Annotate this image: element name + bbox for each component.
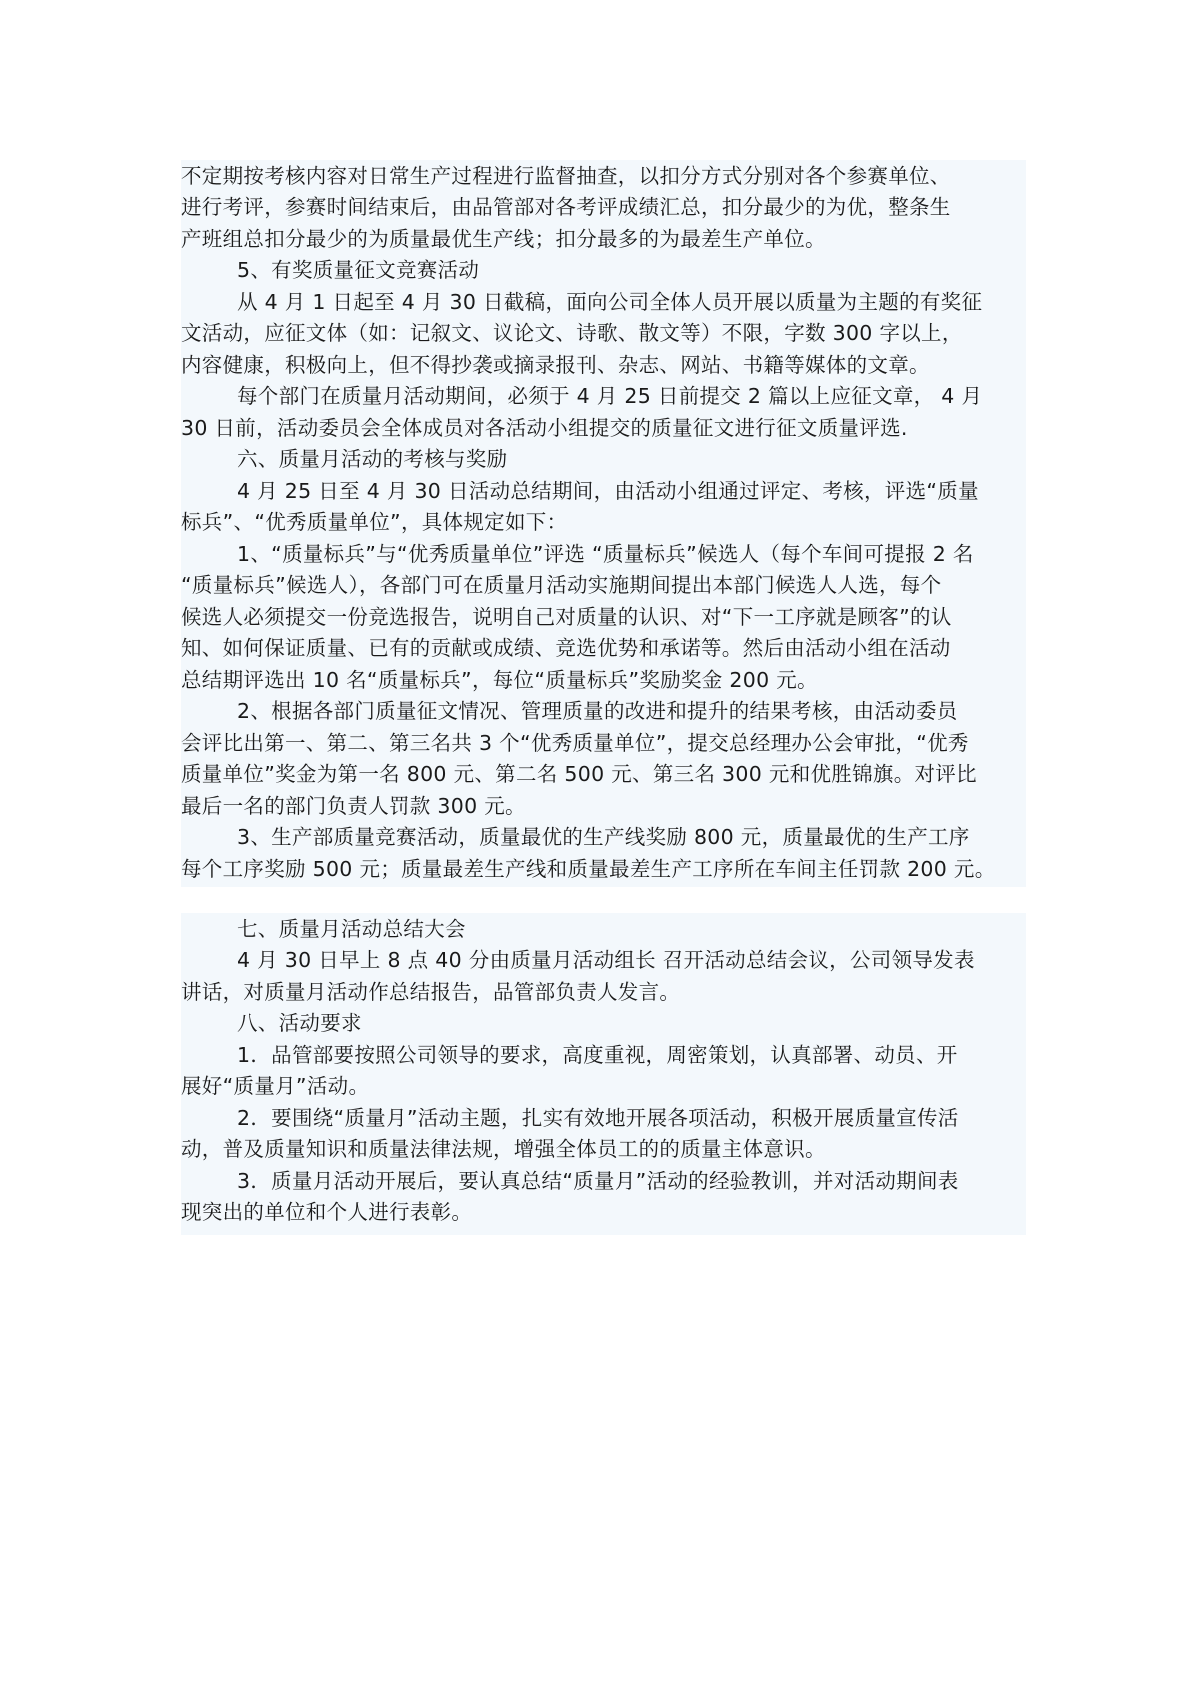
text-line: 展好“质量月”活动。 <box>181 1074 370 1098</box>
text-line: 知、如何保证质量、已有的贡献或成绩、竞选优势和承诺等。然后由活动小组在活动 <box>181 636 951 660</box>
text-line: 候选人必须提交一份竞选报告，说明自己对质量的认识、对“下一工序就是顾客”的认 <box>181 605 952 629</box>
section-heading: 七、质量月活动总结大会 <box>237 917 466 941</box>
text-line: 从 4 月 1 日起至 4 月 30 日截稿，面向公司全体人员开展以质量为主题的有奖征 <box>237 290 983 314</box>
text-line: 3．质量月活动开展后，要认真总结“质量月”活动的经验教训，并对活动期间表 <box>237 1169 959 1193</box>
text-line: 4 月 30 日早上 8 点 40 分由质量月活动组长 召开活动总结会议，公司领导发表 <box>237 948 975 972</box>
text-line: 讲话，对质量月活动作总结报告，品管部负责人发言。 <box>181 980 681 1004</box>
text-line: 动，普及质量知识和质量法律法规，增强全体员工的的质量主体意识。 <box>181 1137 826 1161</box>
text-line: 总结期评选出 10 名“质量标兵”，每位“质量标兵”奖励奖金 200 元。 <box>181 668 818 692</box>
text-line: 质量单位”奖金为第一名 800 元、第二名 500 元、第三名 300 元和优胜锦旗。对评比 <box>181 762 977 786</box>
text-line: 2、根据各部门质量征文情况、管理质量的改进和提升的结果考核，由活动委员 <box>237 699 958 723</box>
section-heading: 八、活动要求 <box>237 1011 362 1035</box>
text-line: 30 日前，活动委员会全体成员对各活动小组提交的质量征文进行征文质量评选. <box>181 416 908 440</box>
text-line: 3、生产部质量竞赛活动，质量最优的生产线奖励 800 元，质量最优的生产工序 <box>237 825 970 849</box>
text-line: 会评比出第一、第二、第三名共 3 个“优秀质量单位”，提交总经理办公会审批，“优秀 <box>181 731 969 755</box>
text-line: 产班组总扣分最少的为质量最优生产线；扣分最多的为最差生产单位。 <box>181 227 826 251</box>
text-line: 内容健康，积极向上，但不得抄袭或摘录报刊、杂志、网站、书籍等媒体的文章。 <box>181 353 930 377</box>
text-line: 1、“质量标兵”与“优秀质量单位”评选 “质量标兵”候选人（每个车间可提报 2 名 <box>237 542 974 566</box>
section-heading: 5、有奖质量征文竞赛活动 <box>237 258 480 282</box>
text-line: 标兵”、“优秀质量单位”，具体规定如下： <box>181 510 568 534</box>
text-line: 2．要围绕“质量月”活动主题，扎实有效地开展各项活动，积极开展质量宣传活 <box>237 1106 959 1130</box>
text-line: 进行考评，参赛时间结束后，由品管部对各考评成绩汇总，扣分最少的为优，整条生 <box>181 195 951 219</box>
text-block-2 <box>181 913 1026 1235</box>
text-line: 现突出的单位和个人进行表彰。 <box>181 1200 473 1224</box>
text-block-1 <box>181 160 1026 887</box>
text-line: 不定期按考核内容对日常生产过程进行监督抽查，以扣分方式分别对各个参赛单位、 <box>181 164 951 188</box>
section-heading: 六、质量月活动的考核与奖励 <box>237 447 508 471</box>
text-line: 4 月 25 日至 4 月 30 日活动总结期间，由活动小组通过评定、考核，评选“质量 <box>237 479 979 503</box>
text-line: 文活动，应征文体（如：记叙文、议论文、诗歌、散文等）不限，字数 300 字以上， <box>181 321 963 345</box>
text-line: “质量标兵”候选人），各部门可在质量月活动实施期间提出本部门候选人人选，每个 <box>181 573 942 597</box>
text-line: 最后一名的部门负责人罚款 300 元。 <box>181 794 526 818</box>
text-line: 每个部门在质量月活动期间，必须于 4 月 25 日前提交 2 篇以上应征文章， 4 月 <box>237 384 983 408</box>
text-line: 每个工序奖励 500 元；质量最差生产线和质量最差生产工序所在车间主任罚款 200 元。 <box>181 857 996 881</box>
text-line: 1．品管部要按照公司领导的要求，高度重视，周密策划，认真部署、动员、开 <box>237 1043 958 1067</box>
